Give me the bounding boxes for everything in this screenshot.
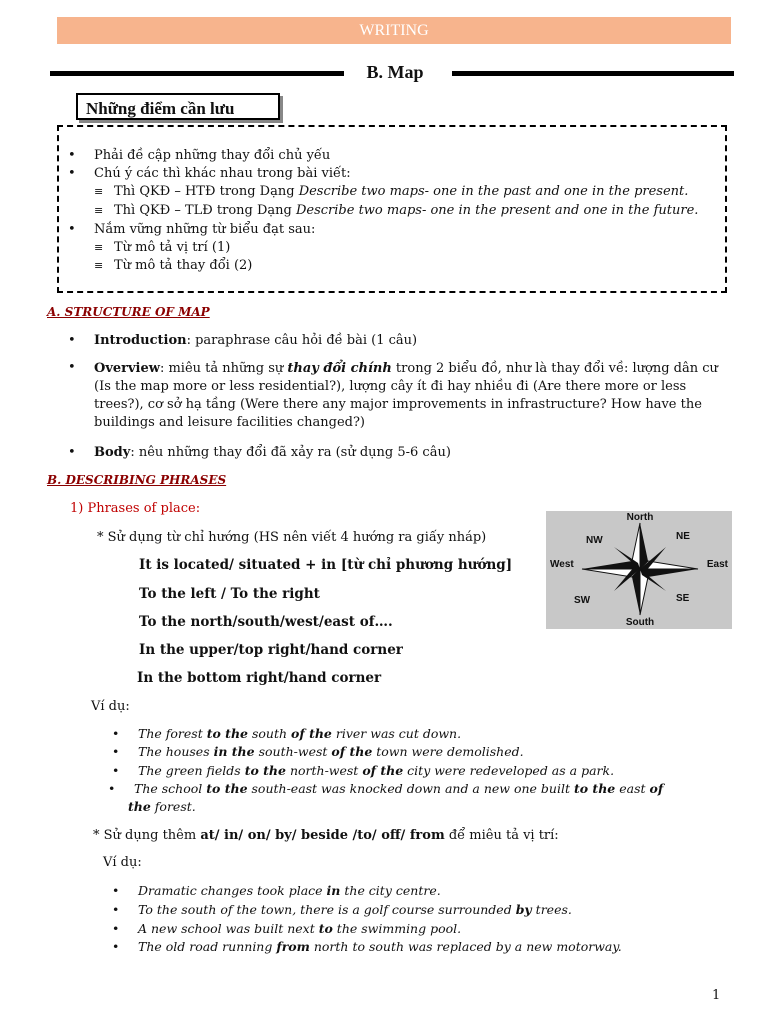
- body-item: • Body: nêu những thay đổi đã xảy ra (sử dụng 5-6 câu): [68, 445, 451, 460]
- example-7: • A new school was built next to the swimming pool.: [112, 921, 462, 936]
- compass-ne-label: NE: [676, 531, 690, 542]
- phrases-of-place: 1) Phrases of place:: [70, 501, 201, 516]
- compass-south-label: South: [625, 617, 655, 628]
- compass-sw-label: SW: [574, 595, 591, 606]
- preposition-note: * Sử dụng thêm at/ in/ on/ by/ beside /to/ off/ from để miêu tả vị trí:: [93, 828, 559, 843]
- section-banner: WRITING: [57, 17, 731, 44]
- note-bullet-3: • Nắm vững những từ biểu đạt sau:: [68, 222, 316, 237]
- note-sub-2: ≡ Thì QKĐ – TLĐ trong Dạng Describe two maps- one in the present and one in the future.: [94, 203, 699, 218]
- phrase-3: To the north/south/west/east of….: [139, 614, 393, 630]
- phrase-2: To the left / To the right: [139, 586, 320, 602]
- compass-west-label: West: [550, 559, 574, 570]
- example-1: • The forest to the south of the river was cut down.: [112, 726, 462, 741]
- example-label-1: Ví dụ:: [91, 699, 130, 714]
- compass-rose-image: [546, 511, 732, 629]
- note-sub-1: ≡ Thì QKĐ – HTĐ trong Dạng Describe two maps- one in the past and one in the present.: [94, 184, 689, 199]
- example-6: • To the south of the town, there is a golf course surrounded by trees.: [112, 902, 572, 917]
- section-title: B. Map: [366, 62, 424, 82]
- compass-se-label: SE: [676, 593, 690, 604]
- example-4: • The school to the south-east was knocked down and a new one built to the east of: [108, 781, 664, 796]
- compass-rose-icon: [546, 511, 732, 629]
- phrase-5: In the bottom right/hand corner: [137, 670, 382, 686]
- compass-east-label: East: [706, 559, 728, 570]
- example-4-cont: the forest.: [128, 799, 196, 814]
- title-rule-left: [50, 71, 344, 76]
- phrase-4: In the upper/top right/hand corner: [139, 642, 403, 658]
- example-label-2: Ví dụ:: [103, 855, 142, 870]
- note-bullet-2: • Chú ý các thì khác nhau trong bài viết:: [68, 166, 351, 181]
- example-5: • Dramatic changes took place in the city centre.: [112, 883, 441, 898]
- phrase-1: It is located/ situated + in [từ chỉ phương hướng]: [139, 557, 513, 573]
- compass-nw-label: NW: [586, 535, 603, 546]
- example-2: • The houses in the south-west of the town were demolished.: [112, 744, 524, 759]
- overview-item: • Overview: miêu tả những sự thay đổi chính trong 2 biểu đồ, như là thay đổi về: lượng dân cư (Is the map more or less residential?), lượng cây ít đi hay nhiều đi (Are there more or less trees?), cơ sở hạ tầng (Were there any major improvements in infrastructure? How have the buildings and leisure facilities changed?): [68, 360, 718, 430]
- notes-title: Những điểm cần lưu: [76, 93, 280, 120]
- example-8: • The old road running from north to south was replaced by a new motorway.: [112, 939, 622, 954]
- note-sub-4: ≡ Từ mô tả thay đổi (2): [94, 258, 253, 273]
- note-sub-3: ≡ Từ mô tả vị trí (1): [94, 240, 231, 255]
- example-3: • The green fields to the north-west of the city were redeveloped as a park.: [112, 763, 615, 778]
- describing-heading: B. DESCRIBING PHRASES: [47, 473, 227, 487]
- note-bullet-1: • Phải đề cập những thay đổi chủ yếu: [68, 148, 331, 163]
- page-number: 1: [712, 988, 721, 1003]
- intro-item: • Introduction: paraphrase câu hỏi đề bài (1 câu): [68, 333, 418, 348]
- structure-heading: A. STRUCTURE OF MAP: [47, 305, 210, 319]
- direction-note: * Sử dụng từ chỉ hướng (HS nên viết 4 hướng ra giấy nháp): [97, 530, 487, 545]
- title-rule-right: [452, 71, 734, 76]
- compass-north-label: North: [626, 512, 654, 523]
